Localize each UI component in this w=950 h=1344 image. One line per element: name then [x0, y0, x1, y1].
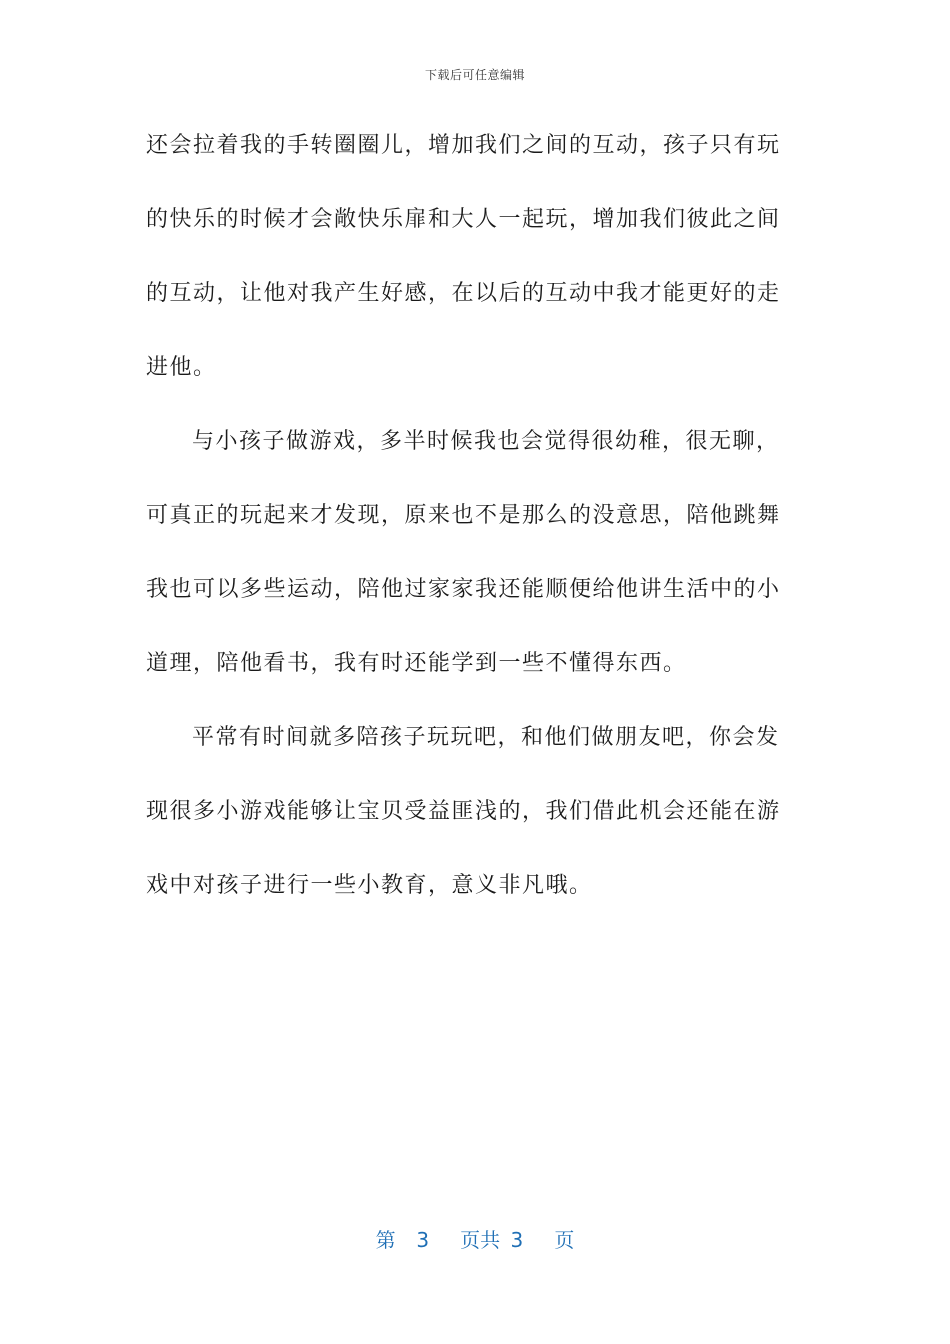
paragraph: [146, 124, 794, 420]
text-line: 的快乐的时候才会敞快乐扉和大人一起玩，增加我们彼此之间: [146, 207, 781, 232]
text-line: 的互动，让他对我产生好感，在以后的互动中我才能更好的走: [146, 281, 781, 306]
page-footer: [0, 1224, 950, 1253]
text-line: 我也可以多些运动，陪他过家家我还能顺便给他讲生活中的小: [146, 577, 781, 602]
text-line: 进他。: [146, 355, 217, 380]
paragraph: [146, 716, 794, 938]
document-body: [146, 124, 794, 938]
text-line: 平常有时间就多陪孩子玩玩吧，和他们做朋友吧，你会发: [192, 725, 780, 750]
footer-current-page: 3: [416, 1228, 430, 1252]
footer-total-pages: 3: [510, 1228, 524, 1252]
footer-middle: 页共: [460, 1228, 501, 1252]
page-header: 下载后可任意编辑: [424, 68, 525, 82]
text-line: 还会拉着我的手转圈圈儿，增加我们之间的互动，孩子只有玩: [146, 133, 781, 158]
text-line: 可真正的玩起来才发现，原来也不是那么的没意思，陪他跳舞: [146, 503, 781, 528]
text-line: 与小孩子做游戏，多半时候我也会觉得很幼稚，很无聊，: [192, 429, 780, 454]
text-line: 现很多小游戏能够让宝贝受益匪浅的，我们借此机会还能在游: [146, 799, 781, 824]
footer-suffix: 页: [554, 1228, 575, 1252]
paragraph: [146, 420, 794, 716]
text-line: 道理，陪他看书，我有时还能学到一些不懂得东西。: [146, 651, 687, 676]
footer-prefix: 第: [375, 1228, 396, 1252]
text-line: 戏中对孩子进行一些小教育，意义非凡哦。: [146, 873, 593, 898]
